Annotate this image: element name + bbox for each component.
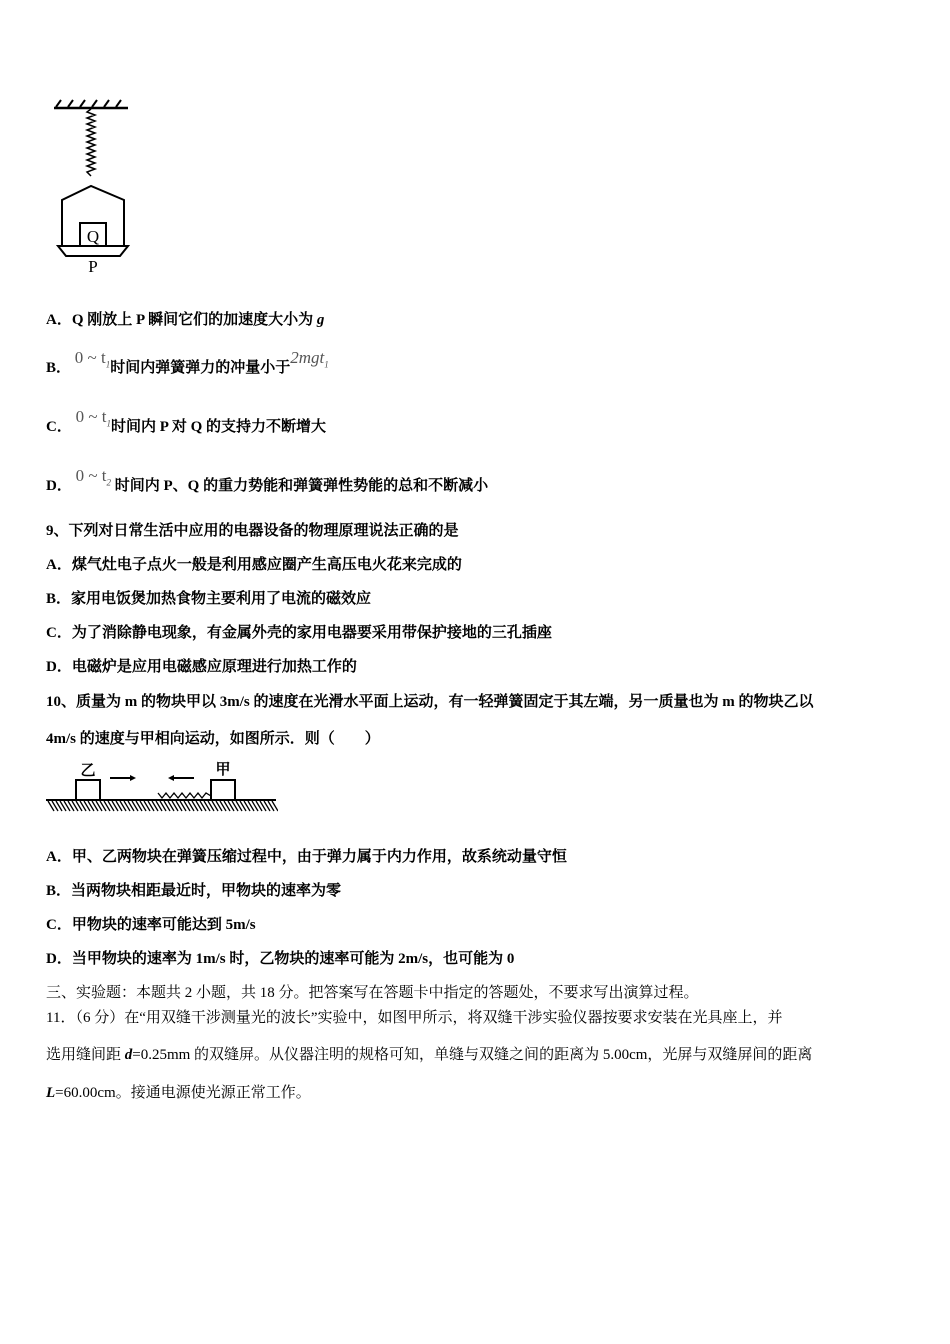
label-q: Q: [86, 227, 100, 246]
q8-option-b: B． 0 ~ $t_1$时间内弹簧弹力的冲量小于2mgt$_1$: [46, 348, 329, 376]
section-3-heading: 三、实验题：本题共 2 小题，共 18 分。把答案写在答题卡中指定的答题处，不要求写出演算过程。: [46, 985, 699, 1001]
q8-option-d: D． 0 ~ $t_2$ 时间内 P、Q 的重力势能和弹簧弹性势能的总和不断减小: [46, 466, 489, 494]
q9-option-d: D．电磁炉是应用电磁感应原理进行加热工作的: [46, 659, 357, 675]
q10-stem-line1: 10、质量为 m 的物块甲以 3m/s 的速度在光滑水平面上运动，有一轻弹簧固定于其左端，另一质量也为 m 的物块乙以: [46, 694, 814, 710]
spring-box-figure: [48, 96, 138, 276]
q10-option-b: B．当两物块相距最近时，甲物块的速率为零: [46, 883, 342, 899]
blocks-spring-figure: [46, 758, 278, 816]
q9-option-b: B．家用电饭煲加热食物主要利用了电流的磁效应: [46, 591, 372, 607]
q8-option-c: C． 0 ~ $t_1$时间内 P 对 Q 的支持力不断增大: [46, 407, 327, 435]
q11-line2: 选用缝间距 d=0.25mm 的双缝屏。从仪器注明的规格可知，单缝与双缝之间的距离为 5.00cm，光屏与双缝屏间的距离: [46, 1047, 813, 1063]
q10-option-a: A．甲、乙两物块在弹簧压缩过程中，由于弹力属于内力作用，故系统动量守恒: [46, 849, 567, 865]
q10-option-c: C．甲物块的速率可能达到 5m/s: [46, 917, 256, 933]
label-p: P: [88, 257, 98, 276]
label-jia: 甲: [215, 762, 231, 778]
q8-option-a: A．Q 刚放上 P 瞬间它们的加速度大小为 g: [46, 312, 325, 328]
q9-stem: 9、下列对日常生活中应用的电器设备的物理原理说法正确的是: [46, 523, 459, 539]
q9-option-a: A．煤气灶电子点火一般是利用感应圈产生高压电火花来完成的: [46, 557, 462, 573]
q11-line1: 11．（6 分）在“用双缝干涉测量光的波长”实验中，如图甲所示，将双缝干涉实验仪器按要求安装在光具座上，并: [46, 1010, 783, 1026]
label-yi: 乙: [80, 763, 96, 779]
q11-line3: L=60.00cm。接通电源使光源正常工作。: [46, 1085, 311, 1101]
q10-option-d: D．当甲物块的速率为 1m/s 时，乙物块的速率可能为 2m/s，也可能为 0: [46, 951, 515, 967]
q10-stem-line2: 4m/s 的速度与甲相向运动，如图所示．则（ ）: [46, 731, 380, 747]
q9-option-c: C．为了消除静电现象，有金属外壳的家用电器要采用带保护接地的三孔插座: [46, 625, 552, 641]
